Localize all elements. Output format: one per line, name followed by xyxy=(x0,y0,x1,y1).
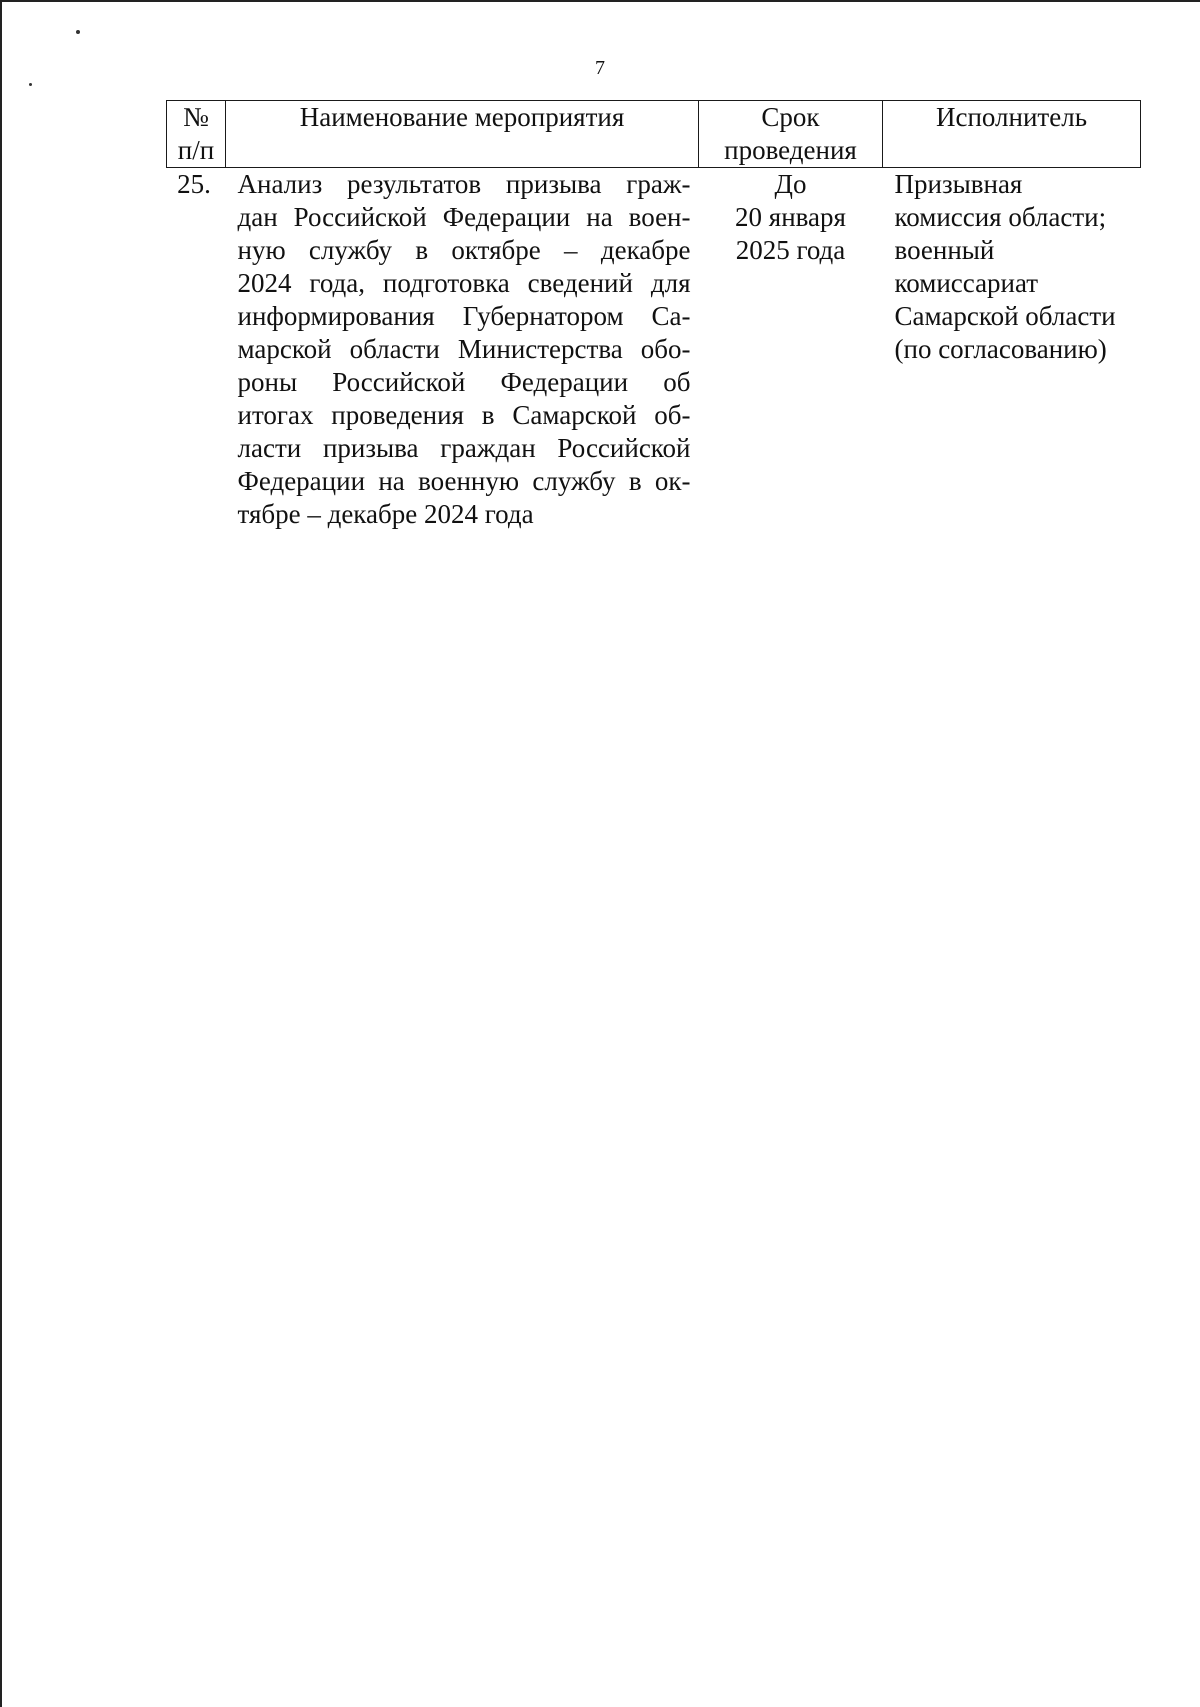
event-name-line: информирования Губернатором Са- xyxy=(237,301,691,331)
table-row xyxy=(167,168,1141,532)
scan-speck xyxy=(76,30,80,34)
header-date-line: проведения xyxy=(724,135,857,165)
executor-line: комиссариат xyxy=(894,268,1039,298)
scan-speck xyxy=(29,83,32,86)
header-executor xyxy=(883,101,1141,168)
executor-line: военный xyxy=(894,235,995,265)
executor-line: Призывная xyxy=(894,169,1023,199)
table-header-row xyxy=(167,101,1141,168)
executor-line: Самарской области xyxy=(894,301,1116,331)
event-name-line: итогах проведения в Самарской об- xyxy=(237,400,691,430)
executor-line: комиссия области; xyxy=(894,202,1107,232)
row-deadline xyxy=(699,168,883,532)
event-name-line: марской области Министерства обо- xyxy=(237,334,691,364)
scan-edge-left xyxy=(0,0,2,1707)
deadline-line: До xyxy=(774,169,807,199)
event-name-line: роны Российской Федерации об xyxy=(237,367,691,397)
header-number xyxy=(167,101,226,168)
event-name-line: ласти призыва граждан Российской xyxy=(237,433,691,463)
row-event-name xyxy=(226,168,699,532)
event-name-line: Анализ результатов призыва граж- xyxy=(237,169,691,199)
event-name-line: дан Российской Федерации на воен- xyxy=(237,202,691,232)
executor-line: (по согласованию) xyxy=(894,334,1107,364)
header-number-line: п/п xyxy=(177,135,215,165)
page-number: 7 xyxy=(595,57,605,79)
event-name-line: ную службу в октябре – декабре xyxy=(237,235,691,265)
row-executor xyxy=(883,168,1141,532)
events-table xyxy=(166,100,1141,531)
event-name-line: тябре – декабре 2024 года xyxy=(237,499,534,529)
header-name xyxy=(226,101,699,168)
header-name-label: Наименование мероприятия xyxy=(299,102,625,132)
header-executor-label: Исполнитель xyxy=(935,102,1088,132)
header-date-line: Срок xyxy=(761,102,820,132)
deadline-line: 20 января xyxy=(735,202,846,232)
header-date xyxy=(699,101,883,168)
deadline-line: 2025 года xyxy=(735,235,846,265)
row-number: 25. xyxy=(177,169,211,199)
event-name-line: Федерации на военную службу в ок- xyxy=(237,466,691,496)
event-name-line: 2024 года, подготовка сведений для xyxy=(237,268,691,298)
header-number-line: № xyxy=(183,102,209,132)
scan-edge-top xyxy=(0,0,1200,2)
